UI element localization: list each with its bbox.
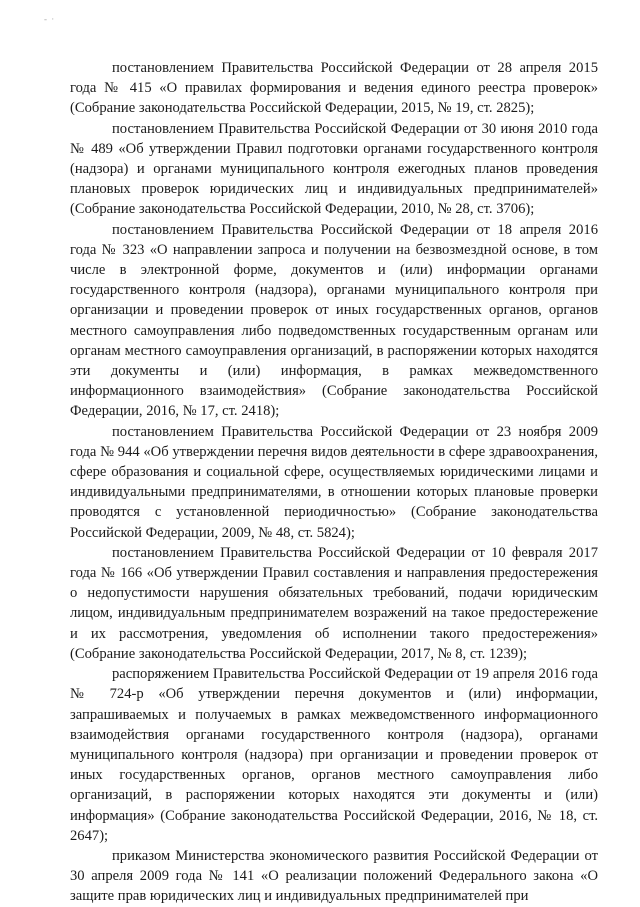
- paragraph-decree-323: постановлением Правительства Российской Федерации от 18 апреля 2016 года № 323 «О направлении запроса и получении на безвозмездной основе, в том числе в электронной форме, документов и (или) информации органами государственного контроля (надзора), органами муниципального контроля при организации и проведении проверок от иных государственных органов, органов местного самоуправления либо подведомственных государственным органам или органам местного самоуправления организаций, в распоряжении которых находятся эти документы и (или) информация, в рамках межведомственного информационного взаимодействия» (Собрание законодательства Российской Федерации, 2016, № 17, ст. 2418);: [70, 221, 598, 420]
- paragraph-decree-166: постановлением Правительства Российской Федерации от 10 февраля 2017 года № 166 «Об утверждении Правил составления и направления предостережения о недопустимости нарушения обязательных требований, подачи юридическим лицом, индивидуальным предпринимателем возражений на такое предостережение и их рассмотрения, уведомления об исполнении такого предостережения» (Собрание законодательства Российской Федерации, 2017, № 8, ст. 1239);: [70, 544, 598, 662]
- paragraph-decree-489: постановлением Правительства Российской Федерации от 30 июня 2010 года № 489 «Об утверждении Правил подготовки органами государственного контроля (надзора) и органами муниципального контроля ежегодных планов проведения плановых проверок юридических лиц и индивидуальных предпринимателей» (Собрание законодательства Российской Федерации, 2010, № 28, ст. 3706);: [70, 120, 598, 218]
- paragraph-order-724r: распоряжением Правительства Российской Федерации от 19 апреля 2016 года № 724-р «Об утверждении перечня документов и (или) информации, запрашиваемых и получаемых в рамках межведомственного информационного взаимодействия органами государственного контроля (надзора), органами муниципального контроля (надзора) при организации и проведении проверок от иных государственных органов, органов местного самоуправления либо организаций, в распоряжении которых находятся эти документы и (или) информация» (Собрание законодательства Российской Федерации, 2016, № 18, ст. 2647);: [70, 666, 598, 844]
- page-mark: - ·: [44, 14, 56, 24]
- paragraph-decree-415: постановлением Правительства Российской Федерации от 28 апреля 2015 года № 415 «О правилах формирования и ведения единого реестра проверок» (Собрание законодательства Российской Федерации, 2015, № 19, ст. 2825);: [70, 60, 598, 117]
- paragraph-decree-944: постановлением Правительства Российской Федерации от 23 ноября 2009 года № 944 «Об утверждении перечня видов деятельности в сфере здравоохранения, сфере образования и социальной сфере, осуществляемых юридическими лицами и индивидуальными предпринимателями, в отношении которых плановые проверки проводятся с установленной периодичностью» (Собрание законодательства Российской Федерации, 2009, № 48, ст. 5824);: [70, 423, 598, 541]
- paragraph-order-141: приказом Министерства экономического развития Российской Федерации от 30 апреля 2009 года № 141 «О реализации положений Федерального закона «О защите прав юридических лиц и индивидуальных предпринимателей при: [70, 847, 598, 905]
